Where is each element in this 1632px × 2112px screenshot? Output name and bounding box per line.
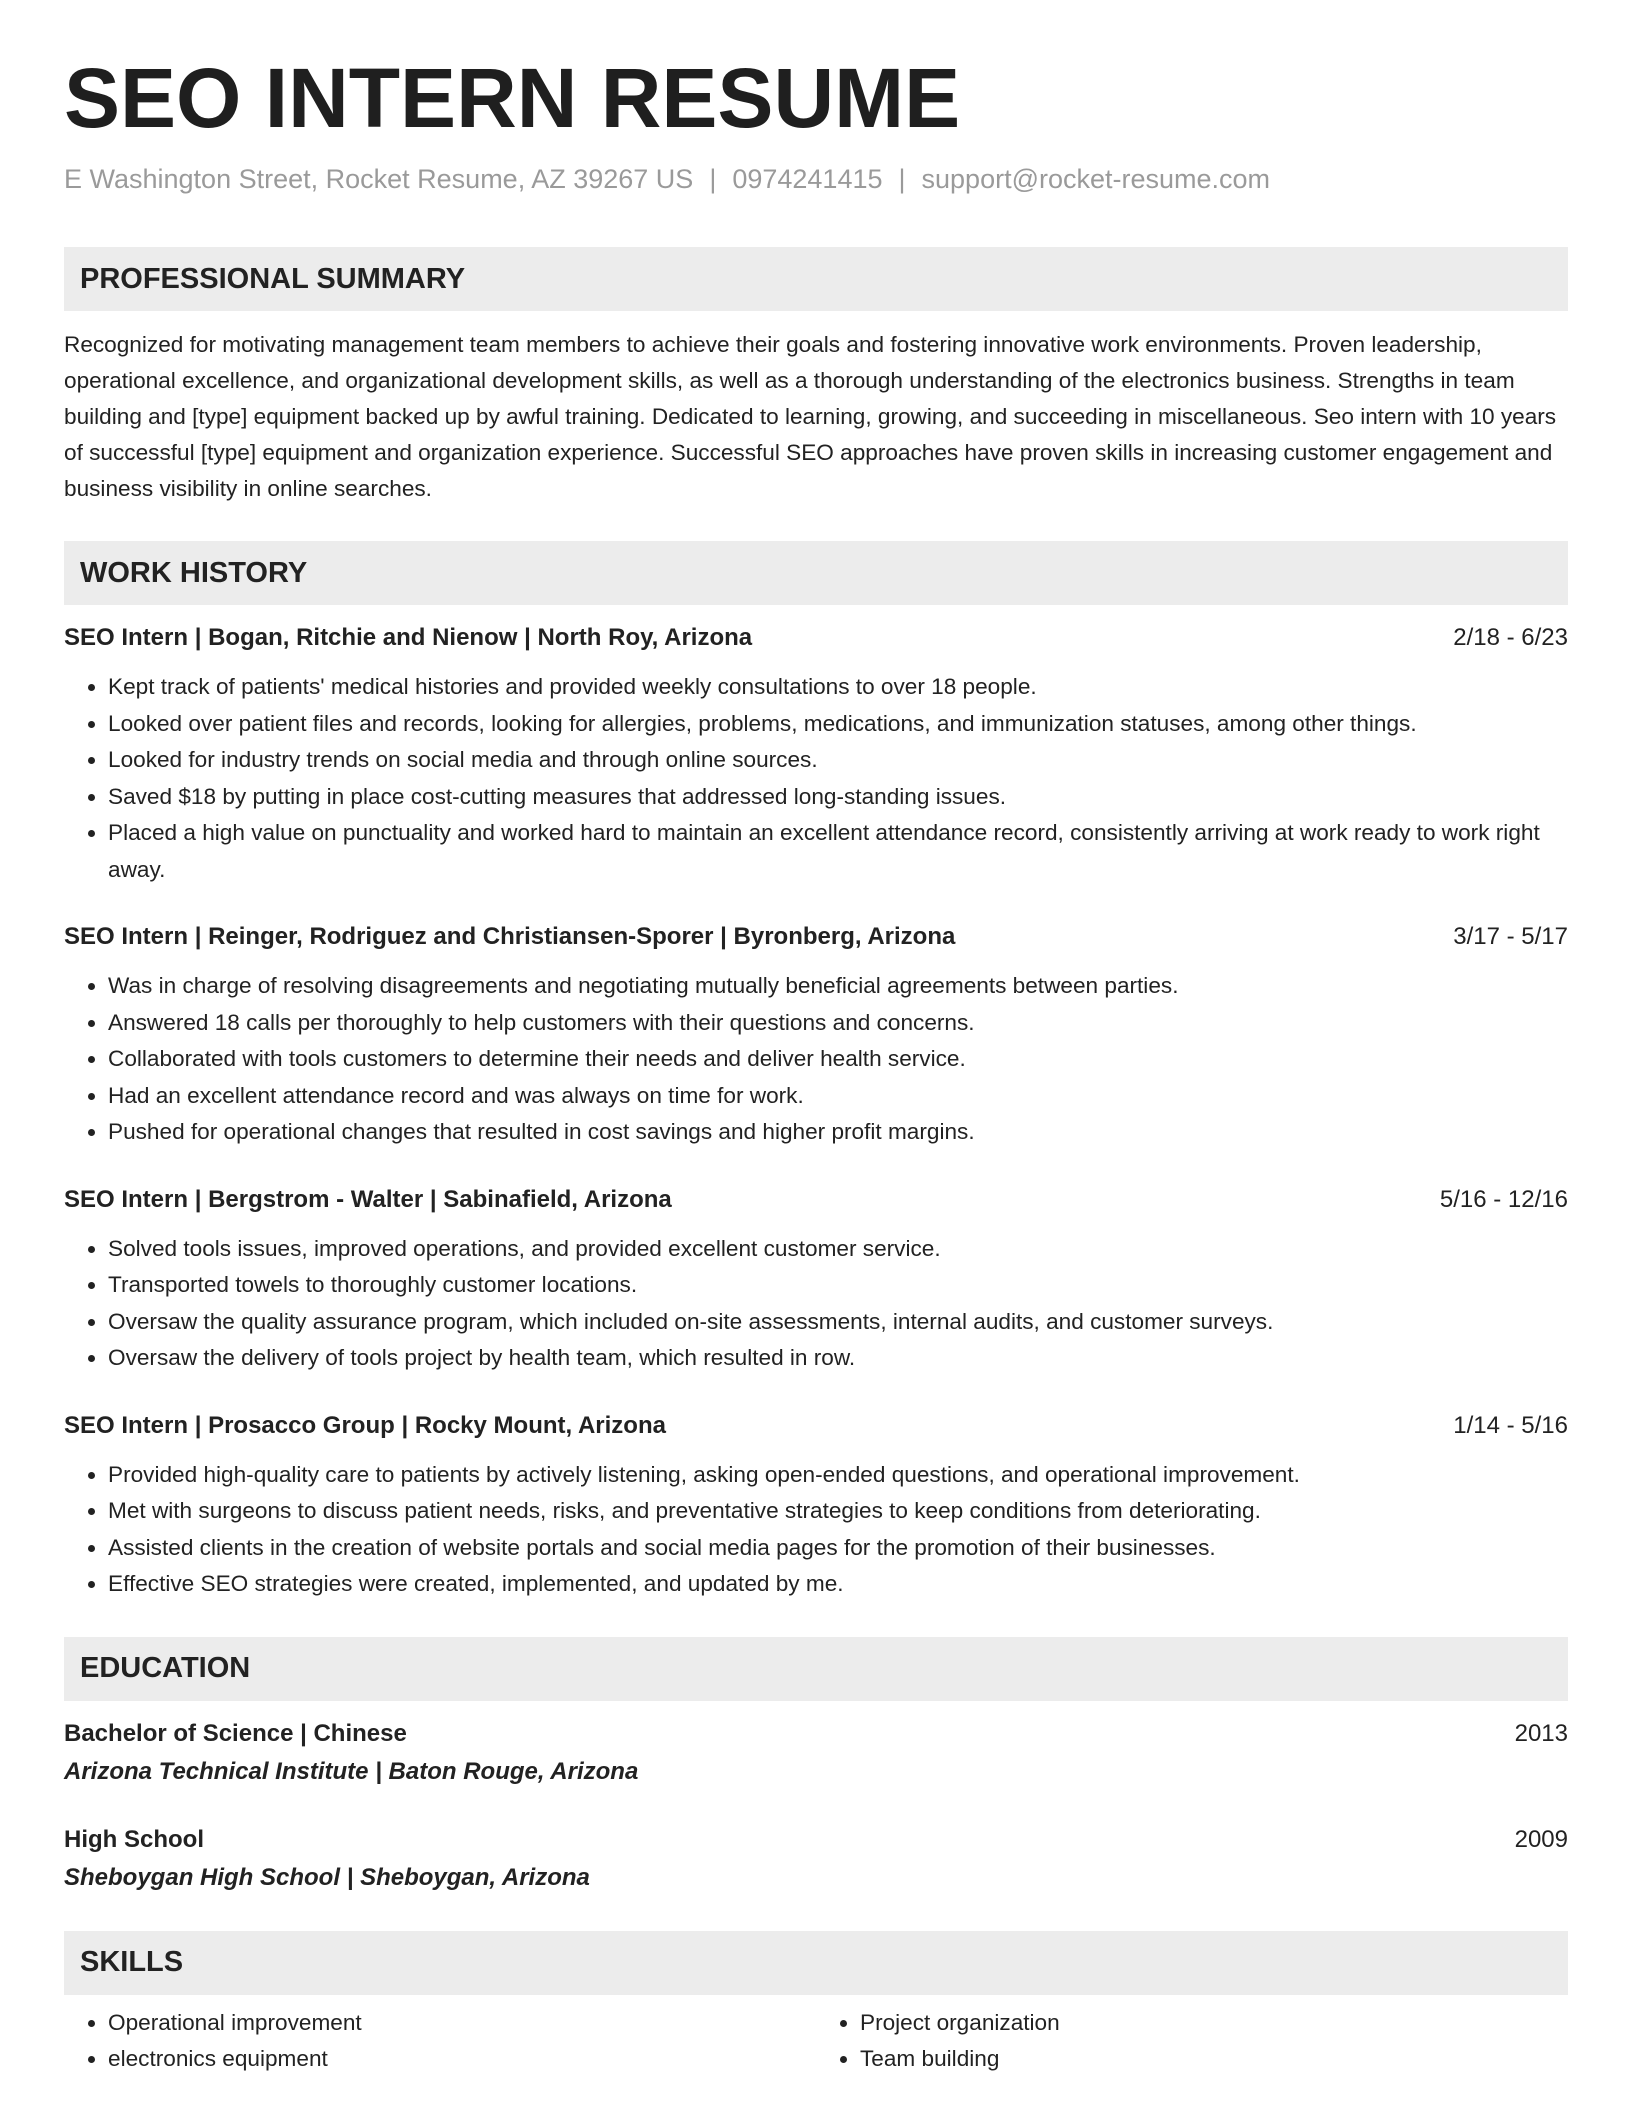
job-entry (64, 1181, 1568, 1377)
resume-title: SEO INTERN RESUME (64, 51, 961, 145)
job-bullets (64, 1231, 1568, 1377)
section-heading: SKILLS (64, 1931, 1568, 1995)
contact-separator: | (898, 164, 906, 195)
job-bullet: • Answered 18 calls per thoroughly to help customers with their questions and concerns. (108, 1005, 1568, 1042)
skill-item: • Operational improvement (108, 2005, 816, 2041)
section-heading: EDUCATION (64, 1637, 1568, 1701)
job-bullet: • Transported towels to thoroughly customer locations. (108, 1267, 1568, 1304)
education-school: Arizona Technical Institute | Baton Rouge, Arizona (64, 1757, 639, 1785)
job-header (64, 619, 1568, 657)
education-school: Sheboygan High School | Sheboygan, Arizona (64, 1863, 590, 1891)
job-title: SEO Intern | Bergstrom - Walter | Sabinafield, Arizona (64, 1185, 672, 1213)
education-year: 2009 (1514, 1825, 1568, 1853)
job-bullet: • Had an excellent attendance record and was always on time for work. (108, 1078, 1568, 1115)
education-section (64, 1637, 1568, 1897)
job-dates: 3/17 - 5/17 (1453, 923, 1568, 951)
skills-list-right (816, 2005, 1568, 2077)
job-bullet: • Looked over patient files and records, looking for allergies, problems, medications, and immunization statuses, among other things. (108, 706, 1568, 743)
contact-line (64, 164, 1568, 195)
job-bullet: • Oversaw the quality assurance program, which included on-site assessments, internal audits, and customer surveys. (108, 1304, 1568, 1341)
education-entry (64, 1715, 1568, 1791)
job-title: SEO Intern | Prosacco Group | Rocky Mount, Arizona (64, 1411, 666, 1439)
job-bullet: • Was in charge of resolving disagreements and negotiating mutually beneficial agreements between parties. (108, 968, 1568, 1005)
job-bullet: • Assisted clients in the creation of website portals and social media pages for the promotion of their businesses. (108, 1530, 1568, 1567)
job-bullets (64, 669, 1568, 888)
contact-separator: | (709, 164, 717, 195)
skill-item: • Project organization (860, 2005, 1568, 2041)
job-bullet: • Looked for industry trends on social media and through online sources. (108, 742, 1568, 779)
professional-summary-section (64, 247, 1568, 507)
job-bullet: • Pushed for operational changes that resulted in cost savings and higher profit margins. (108, 1114, 1568, 1151)
skills-columns (64, 2005, 1568, 2077)
job-bullet: • Met with surgeons to discuss patient needs, risks, and preventative strategies to keep conditions from deteriorating. (108, 1493, 1568, 1530)
contact-email: support@rocket-resume.com (921, 164, 1271, 195)
job-entry (64, 619, 1568, 888)
job-bullet: • Collaborated with tools customers to determine their needs and deliver health service. (108, 1041, 1568, 1078)
job-entry (64, 1407, 1568, 1603)
job-bullets (64, 1457, 1568, 1603)
education-degree: High School (64, 1825, 204, 1853)
education-header (64, 1715, 1568, 1753)
education-entry (64, 1821, 1568, 1897)
job-bullet: • Provided high-quality care to patients by actively listening, asking open-ended questions, and operational improvement. (108, 1457, 1568, 1494)
education-header (64, 1821, 1568, 1859)
skill-item: • electronics equipment (108, 2041, 816, 2077)
contact-phone: 0974241415 (732, 164, 883, 195)
job-title: SEO Intern | Bogan, Ritchie and Nienow | North Roy, Arizona (64, 624, 753, 652)
job-bullet: • Placed a high value on punctuality and worked hard to maintain an excellent attendance record, consistently arriving at work ready to work right away. (108, 815, 1568, 888)
job-bullet: • Solved tools issues, improved operations, and provided excellent customer service. (108, 1231, 1568, 1268)
job-bullets (64, 968, 1568, 1151)
work-history-section (64, 541, 1568, 1603)
contact-address: E Washington Street, Rocket Resume, AZ 39267 US (64, 164, 694, 195)
education-year: 2013 (1514, 1719, 1568, 1747)
education-degree: Bachelor of Science | Chinese (64, 1719, 407, 1747)
job-bullet: • Oversaw the delivery of tools project by health team, which resulted in row. (108, 1340, 1568, 1377)
skill-item: • Team building (860, 2041, 1568, 2077)
job-bullet: • Effective SEO strategies were created, implemented, and updated by me. (108, 1566, 1568, 1603)
skills-list-left (64, 2005, 816, 2077)
job-bullet: • Kept track of patients' medical histories and provided weekly consultations to over 18 people. (108, 669, 1568, 706)
job-dates: 2/18 - 6/23 (1453, 624, 1568, 652)
job-header (64, 1181, 1568, 1219)
job-header (64, 918, 1568, 956)
job-title: SEO Intern | Reinger, Rodriguez and Christiansen-Sporer | Byronberg, Arizona (64, 923, 956, 951)
summary-text: Recognized for motivating management team members to achieve their goals and fostering innovative work environments. Proven leadership, operational excellence, and organizational development skills, as well as a thorough understanding of the electronics business. Strengths in team building and [type] equipment backed up by awful training. Dedicated to learning, growing, and succeeding in miscellaneous. Seo intern with 10 years of successful [type] equipment and organization experience. Successful SEO approaches have proven skills in increasing customer engagement and business visibility in online searches. (64, 332, 1557, 502)
job-dates: 5/16 - 12/16 (1439, 1185, 1568, 1213)
skills-section (64, 1931, 1568, 2077)
job-header (64, 1407, 1568, 1445)
section-heading: WORK HISTORY (64, 541, 1568, 605)
job-dates: 1/14 - 5/16 (1453, 1411, 1568, 1439)
section-heading: PROFESSIONAL SUMMARY (64, 247, 1568, 311)
job-entry (64, 918, 1568, 1151)
job-bullet: • Saved $18 by putting in place cost-cutting measures that addressed long-standing issues. (108, 779, 1568, 816)
